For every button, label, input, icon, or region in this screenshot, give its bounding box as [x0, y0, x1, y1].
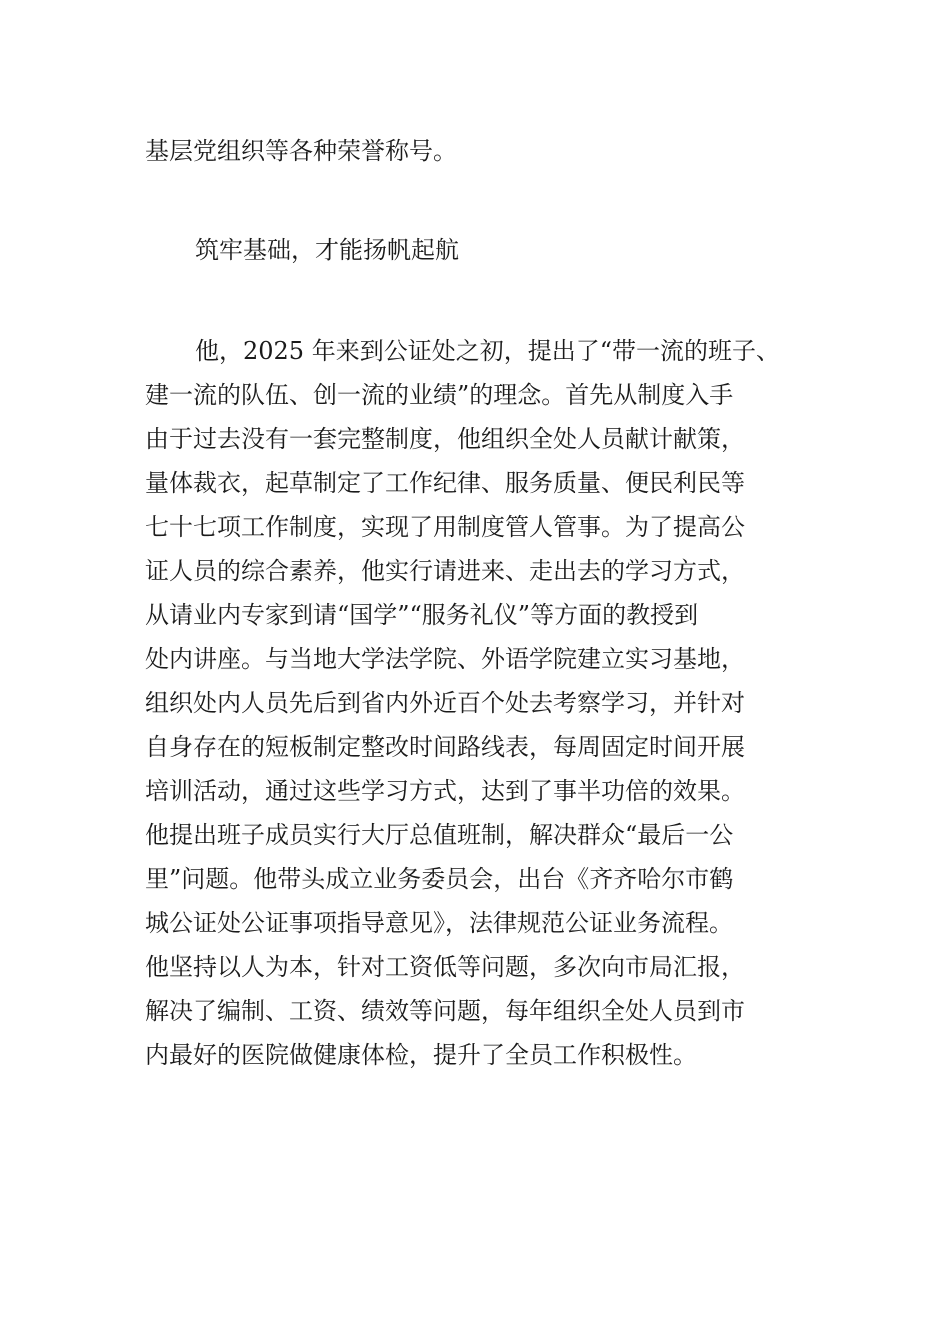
- paragraph-line: 从请业内专家到请“国学”“服务礼仪”等方面的教授到: [145, 601, 699, 629]
- paragraph-line: 他，2025 年来到公证处之初，提出了“带一流的班子、: [195, 337, 780, 365]
- paragraph-line: 内最好的医院做健康体检，提升了全员工作积极性。: [145, 1041, 697, 1069]
- paragraph-line: 自身存在的短板制定整改时间路线表，每周固定时间开展: [145, 733, 745, 761]
- paragraph-line: 培训活动，通过这些学习方式，达到了事半功倍的效果。: [145, 777, 745, 805]
- paragraph-line: 解决了编制、工资、绩效等问题，每年组织全处人员到市: [145, 997, 745, 1025]
- paragraph-line: 量体裁衣，起草制定了工作纪律、服务质量、便民利民等: [145, 469, 745, 497]
- paragraph-line: 城公证处公证事项指导意见》，法律规范公证业务流程。: [145, 909, 733, 937]
- paragraph-line: 七十七项工作制度，实现了用制度管人管事。为了提高公: [145, 513, 745, 541]
- paragraph-continuation-line: 基层党组织等各种荣誉称号。: [145, 137, 457, 165]
- paragraph-line: 处内讲座。与当地大学法学院、外语学院建立实习基地，: [145, 645, 745, 673]
- paragraph-line: 他坚持以人为本，针对工资低等问题，多次向市局汇报，: [145, 953, 745, 981]
- paragraph-line: 证人员的综合素养，他实行请进来、走出去的学习方式，: [145, 557, 745, 585]
- paragraph-line: 他提出班子成员实行大厅总值班制，解决群众“最后一公: [145, 821, 734, 849]
- section-heading: 筑牢基础，才能扬帆起航: [195, 236, 459, 264]
- paragraph-line: 建一流的队伍、创一流的业绩”的理念。首先从制度入手: [145, 381, 734, 409]
- paragraph-line: 组织处内人员先后到省内外近百个处去考察学习，并针对: [145, 689, 745, 717]
- paragraph-line: 由于过去没有一套完整制度，他组织全处人员献计献策，: [145, 425, 745, 453]
- paragraph-line: 里”问题。他带头成立业务委员会，出台《齐齐哈尔市鹤: [145, 865, 734, 893]
